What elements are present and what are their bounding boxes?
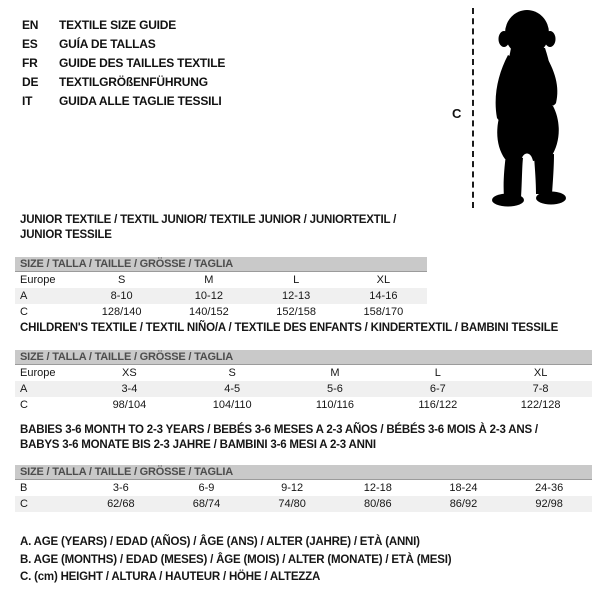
title-line: CHILDREN'S TEXTILE / TEXTIL NIÑO/A / TEXTILE DES ENFANTS / KINDERTEXTIL / BAMBINI TESSILE: [20, 322, 559, 334]
size-header-bar: SIZE / TALLA / TAILLE / GRÖSSE / TAGLIA: [15, 465, 592, 480]
size-value-cell: 3-6: [112, 482, 129, 494]
size-value-cell: 24-36: [535, 482, 564, 494]
lang-title: GUIDA ALLE TAGLIE TESSILI: [59, 94, 222, 108]
table-row: [15, 480, 592, 496]
size-value-cell: 8-10: [78, 288, 165, 304]
table-row: [15, 288, 427, 304]
row-label-cell: C: [20, 306, 28, 318]
row-label-cell: C: [20, 399, 28, 411]
size-value-cell: 98/104: [112, 399, 147, 411]
lang-title: GUÍA DE TALLAS: [59, 37, 156, 51]
size-value-cell: S: [117, 274, 126, 286]
size-value-cell: 18-24: [449, 482, 478, 494]
row-label-cell: Europe: [20, 367, 56, 379]
lang-row-en: [22, 16, 225, 35]
size-value-cell: 158/170: [363, 306, 404, 318]
row-label-cell: C: [15, 496, 78, 512]
lang-title: TEXTILGRÖßENFÜHRUNG: [59, 75, 208, 89]
babies-table-title: [20, 423, 592, 453]
height-measure-figure: [438, 6, 600, 218]
size-value-cell: 3-4: [78, 381, 181, 397]
size-value-cell: 10-12: [165, 288, 252, 304]
children-size-table: [15, 365, 592, 413]
children-textile-section: [15, 321, 592, 413]
lang-title: GUIDE DES TAILLES TEXTILE: [59, 56, 226, 70]
size-value-cell: 6-7: [386, 381, 489, 397]
row-label-cell: A: [15, 288, 78, 304]
table-row: [15, 496, 592, 512]
lang-row-es: [22, 35, 225, 54]
height-dashed-line: [472, 8, 474, 208]
size-value-cell: 7-8: [489, 381, 592, 397]
junior-table-title: [20, 213, 427, 243]
lang-title: TEXTILE SIZE GUIDE: [59, 18, 177, 32]
lang-code: ES: [22, 37, 38, 51]
babies-textile-section: [15, 423, 592, 512]
babies-size-table: [15, 480, 592, 512]
table-row: [15, 304, 427, 320]
junior-textile-section: [15, 213, 427, 320]
size-value-cell: 9-12: [281, 482, 304, 494]
size-value-cell: 80/86: [335, 496, 421, 512]
height-c-label: C: [452, 106, 462, 121]
size-value-cell: 12-18: [363, 482, 392, 494]
children-table-title: [20, 321, 592, 336]
size-value-cell: 6-9: [198, 482, 215, 494]
lang-code: EN: [22, 18, 39, 32]
size-value-cell: 140/152: [188, 306, 229, 318]
lang-row-it: [22, 92, 225, 111]
lang-code: DE: [22, 75, 39, 89]
language-title-list: [22, 16, 225, 111]
size-header-bar: SIZE / TALLA / TAILLE / GRÖSSE / TAGLIA: [15, 257, 427, 272]
size-value-cell: 152/158: [276, 306, 316, 318]
size-value-cell: 122/128: [520, 399, 561, 411]
title-line: BABYS 3-6 MONATE BIS 2-3 JAHRE / BAMBINI 3-6 MESI A 2-3 ANNI: [20, 439, 376, 451]
size-value-cell: S: [228, 367, 236, 379]
row-label-cell: Europe: [20, 274, 56, 286]
lang-code: FR: [22, 56, 38, 70]
size-value-cell: M: [330, 367, 340, 379]
size-value-cell: M: [204, 274, 214, 286]
table-row: [15, 397, 592, 413]
legend-age-years: A. AGE (YEARS) / EDAD (AÑOS) / ÂGE (ANS) / ALTER (JAHRE) / ETÀ (ANNI): [20, 536, 420, 548]
size-value-cell: XL: [533, 367, 548, 379]
legend-age-months: B. AGE (MONTHS) / EDAD (MESES) / ÂGE (MOIS) / ALTER (MONATE) / ETÀ (MESI): [20, 553, 452, 566]
size-value-cell: XS: [122, 367, 137, 379]
row-label-cell: A: [15, 381, 78, 397]
size-value-cell: 128/140: [101, 306, 142, 318]
size-value-cell: 62/68: [78, 496, 164, 512]
table-row: [15, 381, 592, 397]
lang-row-de: [22, 73, 225, 92]
size-value-cell: 116/122: [418, 399, 458, 411]
lang-row-fr: [22, 54, 225, 73]
size-value-cell: 5-6: [284, 381, 387, 397]
size-header-bar: SIZE / TALLA / TAILLE / GRÖSSE / TAGLIA: [15, 350, 592, 365]
title-line: BABIES 3-6 MONTH TO 2-3 YEARS / BEBÉS 3-6 MESES A 2-3 AÑOS / BÉBÉS 3-6 MOIS À 2-3 ANS /: [20, 424, 538, 436]
size-value-cell: 4-5: [181, 381, 284, 397]
legend-height-cm: C. (cm) HEIGHT / ALTURA / HAUTEUR / HÖHE / ALTEZZA: [20, 571, 321, 583]
measurement-legend: [20, 534, 451, 587]
size-value-cell: 92/98: [506, 496, 592, 512]
size-value-cell: 104/110: [212, 399, 252, 411]
size-value-cell: 74/80: [249, 496, 335, 512]
size-value-cell: 110/116: [315, 399, 355, 411]
lang-code: IT: [22, 94, 33, 108]
size-value-cell: XL: [376, 274, 391, 286]
size-value-cell: 68/74: [164, 496, 250, 512]
size-value-cell: L: [434, 367, 441, 379]
size-value-cell: 12-13: [253, 288, 340, 304]
size-value-cell: L: [293, 274, 300, 286]
toddler-silhouette-icon: [483, 8, 575, 208]
table-row: [15, 365, 592, 381]
title-line: JUNIOR TEXTILE / TEXTIL JUNIOR/ TEXTILE JUNIOR / JUNIORTEXTIL / JUNIOR TESSILE: [20, 214, 397, 241]
table-row: [15, 272, 427, 288]
junior-size-table: [15, 272, 427, 320]
size-value-cell: 14-16: [340, 288, 427, 304]
size-value-cell: 86/92: [421, 496, 507, 512]
row-label-cell: B: [20, 482, 28, 494]
